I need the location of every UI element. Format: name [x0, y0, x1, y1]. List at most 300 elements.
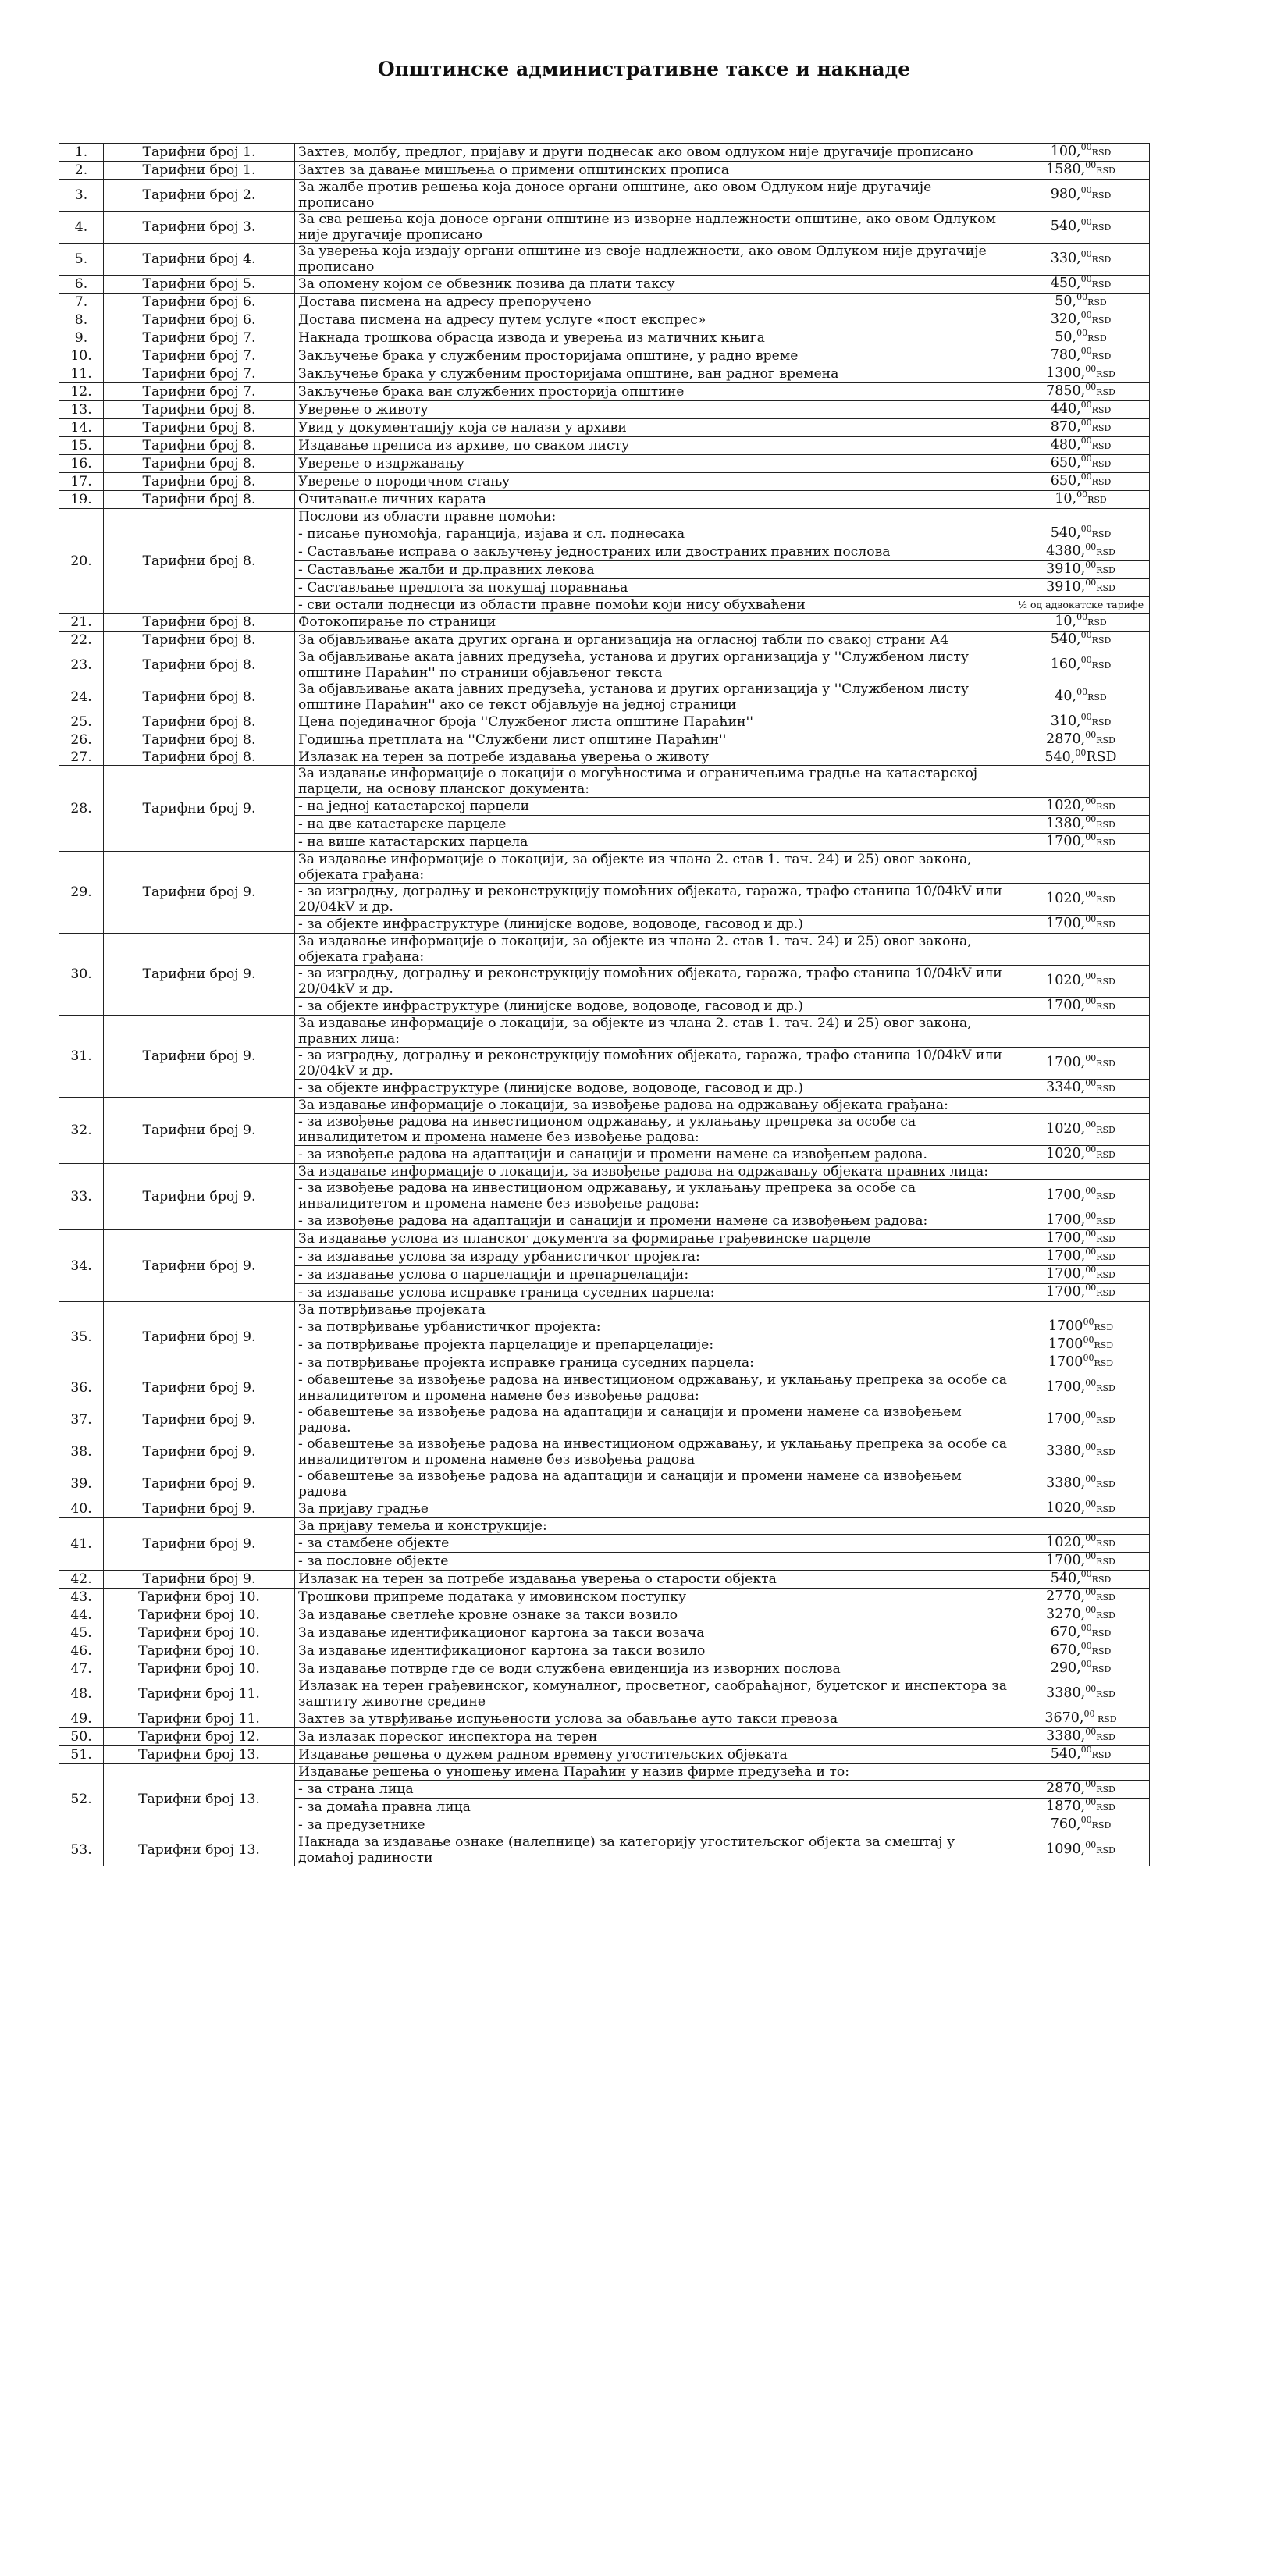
fee-description: - на две катастарске парцеле [295, 816, 1012, 834]
amount-value: 650, [1050, 473, 1081, 489]
row-number: 43. [59, 1589, 104, 1606]
amount-currency: RSD [1096, 387, 1115, 397]
fee-amount [1012, 816, 1150, 834]
row-number: 42. [59, 1571, 104, 1589]
fee-amount [1012, 1764, 1150, 1781]
table-row [59, 1436, 1150, 1468]
amount-value: 870, [1050, 419, 1081, 435]
fee-amount [1012, 998, 1150, 1016]
amount-decimals: 00 [1080, 185, 1092, 196]
amount-currency: RSD [1096, 1784, 1115, 1795]
amount-currency: RSD [1096, 1415, 1115, 1425]
tariff-number: Тарифни број 3. [104, 212, 295, 244]
amount-decimals: 00 [1085, 1265, 1097, 1276]
fee-description: Очитавање личних карата [295, 491, 1012, 509]
fee-amount [1012, 1535, 1150, 1553]
fee-amount [1012, 1606, 1150, 1624]
tariff-number: Тарифни број 9. [104, 1500, 295, 1518]
amount-value: 50, [1055, 294, 1077, 309]
row-number: 4. [59, 212, 104, 244]
amount-decimals: 00 [1085, 1212, 1097, 1222]
amount-value: 3380, [1046, 1685, 1086, 1701]
table-row [59, 1642, 1150, 1660]
amount-decimals: 00 [1085, 1727, 1097, 1738]
fee-table [59, 143, 1150, 1866]
amount-value: 1380, [1046, 816, 1086, 831]
row-number: 53. [59, 1834, 104, 1866]
tariff-number: Тарифни број 10. [104, 1606, 295, 1624]
fee-amount [1012, 383, 1150, 401]
row-number: 51. [59, 1746, 104, 1764]
tariff-number: Тарифни број 9. [104, 1404, 295, 1436]
fee-description: - за објекте инфраструктуре (линијске водове, водоводе, гасовод и др.) [295, 998, 1012, 1016]
fee-description: За опомену којом се обвезник позива да плати таксу [295, 276, 1012, 294]
fee-description: - обавештење за извођење радова на адаптацији и санацији и промени намене са извођењем радова. [295, 1404, 1012, 1436]
tariff-number: Тарифни број 8. [104, 749, 295, 766]
amount-decimals: 00 [1080, 1745, 1092, 1756]
fee-amount [1012, 1500, 1150, 1518]
amount-value: 1020, [1046, 891, 1086, 906]
amount-decimals: 00 [1075, 749, 1087, 759]
amount-value: 1020, [1046, 1146, 1086, 1162]
tariff-number: Тарифни број 8. [104, 731, 295, 749]
tariff-number: Тарифни број 7. [104, 347, 295, 365]
fee-amount [1012, 1404, 1150, 1436]
amount-currency: RSD [1091, 1664, 1112, 1674]
fee-description: За пријаву темеља и конструкције: [295, 1518, 1012, 1535]
amount-decimals: 00 [1080, 472, 1092, 482]
amount-decimals: 00 [1083, 1354, 1094, 1364]
row-number: 47. [59, 1660, 104, 1678]
fee-description: Увид у документацију која се налази у архиви [295, 419, 1012, 437]
amount-decimals: 00 [1076, 687, 1088, 698]
amount-decimals: 00 [1080, 1660, 1092, 1670]
table-row [59, 934, 1150, 966]
table-row [59, 1571, 1150, 1589]
fee-description: - за стамбене објекте [295, 1535, 1012, 1553]
fee-description: Уверење о издржавању [295, 455, 1012, 473]
row-number: 22. [59, 632, 104, 649]
amount-value: 1700, [1046, 1212, 1086, 1228]
fee-amount [1012, 1302, 1150, 1318]
amount-value: 330, [1050, 251, 1081, 266]
row-number: 27. [59, 749, 104, 766]
tariff-number: Тарифни број 8. [104, 437, 295, 455]
fee-amount [1012, 311, 1150, 329]
row-number: 39. [59, 1468, 104, 1500]
fee-description: - за страна лица [295, 1781, 1012, 1799]
tariff-number: Тарифни број 10. [104, 1589, 295, 1606]
fee-amount [1012, 1816, 1150, 1834]
amount-currency: RSD [1091, 351, 1112, 361]
amount-decimals: 00 [1083, 1710, 1095, 1720]
tariff-number: Тарифни број 8. [104, 473, 295, 491]
fee-description: Излазак на терен грађевинског, комуналног, просветног, саобраћајног, буџетског и инспектора за заштиту животне средине [295, 1678, 1012, 1710]
row-number: 49. [59, 1710, 104, 1728]
row-number: 45. [59, 1624, 104, 1642]
amount-decimals: 00 [1085, 1552, 1097, 1562]
tariff-number: Тарифни број 11. [104, 1710, 295, 1728]
amount-decimals: 00 [1085, 997, 1097, 1007]
amount-currency: RSD [1087, 297, 1107, 308]
amount-decimals: 00 [1080, 436, 1092, 447]
table-row [59, 383, 1150, 401]
fee-description: За издавање информације о локацији о могућностима и ограничењима градње на катастарској парцели, на основу планског документа: [295, 766, 1012, 798]
fee-description: За жалбе против решења која доносе органи општине, ако овом Одлуком није другачије прописано [295, 180, 1012, 212]
fee-description: Захтев за утврђивање испуњености услова за обављање ауто такси превоза [295, 1710, 1012, 1728]
amount-decimals: 00 [1085, 1119, 1097, 1130]
amount-decimals: 00 [1085, 1229, 1097, 1240]
amount-decimals: 00 [1085, 1053, 1097, 1064]
tariff-number: Тарифни број 10. [104, 1642, 295, 1660]
amount-value: 310, [1050, 713, 1081, 729]
fee-amount [1012, 1553, 1150, 1571]
amount-decimals: 00 [1085, 161, 1097, 171]
fee-amount [1012, 347, 1150, 365]
fee-description: Послови из области правне помоћи: [295, 509, 1012, 525]
tariff-number: Тарифни број 9. [104, 1468, 295, 1500]
amount-currency: RSD [1087, 617, 1107, 628]
tariff-number: Тарифни број 7. [104, 365, 295, 383]
amount-value: 3270, [1046, 1606, 1086, 1622]
fee-description: За објављивање аката јавних предузећа, установа и других организација у ''Службеном листу општине Параћин'' по страници објављеног текста [295, 649, 1012, 681]
amount-decimals: 00 [1085, 833, 1097, 843]
amount-decimals: 00 [1080, 655, 1092, 666]
fee-description: За издавање услова из планског документа за формирање грађевинске парцеле [295, 1230, 1012, 1248]
amount-decimals: 00 [1080, 1624, 1092, 1634]
row-number: 5. [59, 244, 104, 276]
fee-description: За издавање идентификационог картона за такси возача [295, 1624, 1012, 1642]
amount-currency: RSD [1094, 1358, 1114, 1368]
tariff-number: Тарифни број 9. [104, 1436, 295, 1468]
amount-decimals: 00 [1085, 365, 1097, 375]
fee-description: Издавање решења о уношењу имена Параћин у назив фирме предузећа и то: [295, 1764, 1012, 1781]
row-number: 17. [59, 473, 104, 491]
tariff-number: Тарифни број 12. [104, 1728, 295, 1746]
fee-description: За објављивање аката јавних предузећа, установа и других организација у ''Службеном листу општине Параћин'' ако се текст објављује на једној страници [295, 681, 1012, 713]
amount-value: 3380, [1046, 1728, 1086, 1744]
amount-currency: RSD [1096, 1504, 1115, 1514]
row-number: 26. [59, 731, 104, 749]
row-number: 25. [59, 713, 104, 731]
table-row [59, 766, 1150, 798]
fee-amount [1012, 1642, 1150, 1660]
amount-currency: RSD [1091, 441, 1112, 451]
table-row [59, 329, 1150, 347]
amount-value: 540, [1050, 1571, 1081, 1586]
fee-amount [1012, 1266, 1150, 1284]
amount-value: 1580, [1046, 162, 1086, 177]
fee-amount [1012, 144, 1150, 162]
amount-value: 1020, [1046, 1121, 1086, 1137]
fee-amount [1012, 1146, 1150, 1164]
amount-currency: RSD [1096, 1610, 1115, 1621]
fee-description: - за издавање услова о парцелацији и препарцелацији: [295, 1266, 1012, 1284]
amount-decimals: 00 [1085, 543, 1097, 553]
fee-amount [1012, 934, 1150, 966]
tariff-number: Тарифни број 8. [104, 491, 295, 509]
fee-amount [1012, 681, 1150, 713]
amount-currency: RSD [1096, 1557, 1115, 1567]
fee-description: - за изградњу, доградњу и реконструкцију помоћних објеката, гаража, трафо станица 10/04kV или 20/04kV и др. [295, 884, 1012, 916]
fee-amount [1012, 798, 1150, 816]
amount-currency: RSD [1091, 477, 1112, 487]
amount-value: 2770, [1046, 1589, 1086, 1604]
fee-amount [1012, 509, 1150, 525]
amount-value: 7850, [1046, 383, 1086, 399]
tariff-number: Тарифни број 13. [104, 1764, 295, 1834]
amount-decimals: 00 [1083, 1336, 1094, 1346]
tariff-number: Тарифни број 8. [104, 632, 295, 649]
amount-decimals: 00 [1080, 400, 1092, 411]
amount-value: 1020, [1046, 973, 1086, 988]
fee-amount [1012, 1781, 1150, 1799]
row-number: 16. [59, 455, 104, 473]
amount-decimals: 00 [1080, 631, 1092, 641]
amount-value: 3670, [1044, 1710, 1084, 1726]
fee-amount [1012, 1180, 1150, 1212]
fee-amount [1012, 852, 1150, 884]
fee-description: За издавање информације о локацији, за извођење радова на одржавању објеката грађана: [295, 1098, 1012, 1114]
amount-currency: RSD [1096, 977, 1115, 987]
amount-value: 540, [1050, 632, 1081, 647]
amount-decimals: 00 [1085, 1798, 1097, 1808]
table-row [59, 731, 1150, 749]
tariff-number: Тарифни број 6. [104, 311, 295, 329]
row-number: 52. [59, 1764, 104, 1834]
amount-decimals: 00 [1085, 1378, 1097, 1389]
fee-amount [1012, 1660, 1150, 1678]
amount-currency: RSD [1091, 1646, 1112, 1656]
fee-amount [1012, 597, 1150, 614]
fee-description: Фотокопирање по страници [295, 614, 1012, 632]
tariff-number: Тарифни број 4. [104, 244, 295, 276]
amount-value: 670, [1050, 1624, 1081, 1640]
fee-amount [1012, 649, 1150, 681]
amount-currency: RSD [1096, 1479, 1115, 1489]
table-row [59, 144, 1150, 162]
fee-description: Уверење о породичном стању [295, 473, 1012, 491]
amount-currency: RSD [1096, 1383, 1115, 1393]
tariff-number: Тарифни број 1. [104, 162, 295, 180]
amount-decimals: 00 [1080, 347, 1092, 357]
amount-currency: RSD [1096, 565, 1115, 575]
amount-value: 480, [1050, 437, 1081, 453]
amount-value: 50, [1055, 329, 1077, 345]
table-row [59, 1678, 1150, 1710]
fee-description: Издавање преписа из архиве, по сваком листу [295, 437, 1012, 455]
row-number: 44. [59, 1606, 104, 1624]
amount-value: 2870, [1046, 1781, 1086, 1796]
row-number: 9. [59, 329, 104, 347]
tariff-number: Тарифни број 8. [104, 681, 295, 713]
tariff-number: Тарифни број 9. [104, 1098, 295, 1164]
fee-description: Излазак на терен за потребе издавања уверења о животу [295, 749, 1012, 766]
row-number: 21. [59, 614, 104, 632]
table-row [59, 365, 1150, 383]
table-row [59, 681, 1150, 713]
amount-decimals: 00 [1080, 275, 1092, 285]
table-row [59, 1589, 1150, 1606]
amount-currency: RSD [1087, 495, 1107, 505]
amount-decimals: 00 [1085, 1145, 1097, 1155]
fee-description: - Састављање жалби и др.правних лекова [295, 561, 1012, 579]
fee-description: За издавање информације о локацији, за објекте из члана 2. став 1. тач. 24) и 25) овог закона, објеката грађана: [295, 934, 1012, 966]
amount-currency: RSD [1096, 1539, 1115, 1549]
table-row [59, 455, 1150, 473]
fee-description: За потврђивање пројеката [295, 1302, 1012, 1318]
row-number: 10. [59, 347, 104, 365]
row-number: 11. [59, 365, 104, 383]
fee-amount [1012, 614, 1150, 632]
tariff-number: Тарифни број 9. [104, 1164, 295, 1230]
amount-value: 40, [1055, 688, 1077, 704]
fee-amount [1012, 834, 1150, 852]
table-row [59, 180, 1150, 212]
amount-value: 320, [1050, 311, 1081, 327]
amount-value: ½ од адвокатске тарифе [1017, 599, 1144, 610]
amount-value: 100, [1050, 144, 1081, 159]
row-number: 3. [59, 180, 104, 212]
fee-description: - за потврђивање пројекта исправке граница суседних парцела: [295, 1354, 1012, 1372]
fee-amount [1012, 212, 1150, 244]
fee-description: Достава писмена на адресу путем услуге «пост експрес» [295, 311, 1012, 329]
table-row [59, 1624, 1150, 1642]
fee-description: - сви остали поднесци из области правне помоћи који нису обухваћени [295, 597, 1012, 614]
amount-decimals: 00 [1085, 1079, 1097, 1089]
fee-description: За издавање информације о локацији, за извођење радова на одржавању објеката правних лица: [295, 1164, 1012, 1180]
row-number: 24. [59, 681, 104, 713]
amount-decimals: 00 [1085, 382, 1097, 393]
amount-value: 290, [1050, 1660, 1081, 1676]
fee-description: Закључење брака у службеним просторијама општине, ван радног времена [295, 365, 1012, 383]
amount-value: 1700 [1048, 1318, 1083, 1334]
amount-value: 1020, [1046, 798, 1086, 813]
table-row [59, 1746, 1150, 1764]
fee-description: - Састављање предлога за покушај поравнања [295, 579, 1012, 597]
amount-value: 1700, [1046, 1411, 1086, 1427]
amount-currency: RSD [1096, 735, 1115, 745]
fee-amount [1012, 1710, 1150, 1728]
fee-amount [1012, 1248, 1150, 1266]
amount-decimals: 00 [1085, 1588, 1097, 1598]
table-row [59, 852, 1150, 884]
row-number: 14. [59, 419, 104, 437]
amount-currency: RSD [1096, 838, 1115, 848]
fee-amount [1012, 1589, 1150, 1606]
amount-decimals: 00 [1085, 578, 1097, 589]
amount-value: 1300, [1046, 365, 1086, 381]
amount-decimals: 00 [1085, 1410, 1097, 1421]
fee-amount [1012, 1728, 1150, 1746]
table-row [59, 1728, 1150, 1746]
fee-amount [1012, 1164, 1150, 1180]
row-number: 7. [59, 294, 104, 311]
tariff-number: Тарифни број 9. [104, 852, 295, 934]
tariff-number: Тарифни број 10. [104, 1660, 295, 1678]
fee-amount [1012, 766, 1150, 798]
fee-amount [1012, 1080, 1150, 1098]
table-row [59, 419, 1150, 437]
amount-decimals: 00 [1085, 1840, 1097, 1851]
tariff-number: Тарифни број 7. [104, 383, 295, 401]
fee-amount [1012, 1624, 1150, 1642]
amount-currency: RSD [1096, 1059, 1115, 1069]
fee-description: Закључење брака у службеним просторијама општине, у радно време [295, 347, 1012, 365]
amount-value: 540, [1050, 219, 1081, 234]
amount-currency: RSD [1096, 895, 1115, 905]
fee-amount [1012, 561, 1150, 579]
row-number: 13. [59, 401, 104, 419]
amount-currency: RSD [1091, 660, 1112, 671]
fee-description: Накнада трошкова обрасца извода и уверења из матичних књига [295, 329, 1012, 347]
fee-description: - за пословне објекте [295, 1553, 1012, 1571]
tariff-number: Тарифни број 1. [104, 144, 295, 162]
amount-currency: RSD [1096, 1002, 1115, 1012]
fee-description: За издавање светлеће кровне ознаке за такси возило [295, 1606, 1012, 1624]
amount-value: 1870, [1046, 1799, 1086, 1814]
table-row [59, 713, 1150, 731]
fee-amount [1012, 1098, 1150, 1114]
table-row [59, 1834, 1150, 1866]
amount-decimals: 00 [1085, 1474, 1097, 1485]
amount-value: 450, [1050, 276, 1081, 291]
amount-currency: RSD [1096, 1288, 1115, 1298]
fee-amount [1012, 1212, 1150, 1230]
fee-amount [1012, 632, 1150, 649]
amount-decimals: 00 [1076, 490, 1088, 500]
table-row [59, 401, 1150, 419]
fee-amount [1012, 329, 1150, 347]
amount-value: 440, [1050, 401, 1081, 417]
fee-amount [1012, 1318, 1150, 1336]
table-row [59, 1518, 1150, 1535]
fee-amount [1012, 1678, 1150, 1710]
amount-decimals: 00 [1085, 915, 1097, 925]
amount-currency: RSD [1091, 254, 1112, 265]
fee-description: Захтев, молбу, предлог, пријаву и други поднесак ако овом одлуком није другачије прописано [295, 144, 1012, 162]
fee-description: Излазак на терен за потребе издавања уверења о старости објекта [295, 1571, 1012, 1589]
fee-description: - за објекте инфраструктуре (линијске водове, водоводе, гасовод и др.) [295, 1080, 1012, 1098]
table-row [59, 1710, 1150, 1728]
amount-currency: RSD [1096, 583, 1115, 593]
tariff-number: Тарифни број 13. [104, 1746, 295, 1764]
fee-description: - за извођење радова на инвестиционом одржавању, и уклањању препрека за особе са инвалидитетом и промена намене без извођење радова: [295, 1114, 1012, 1146]
table-row [59, 1500, 1150, 1518]
fee-amount [1012, 1746, 1150, 1764]
amount-value: 1700 [1048, 1354, 1083, 1370]
fee-amount [1012, 1518, 1150, 1535]
amount-value: 540, [1050, 525, 1081, 541]
amount-currency: RSD [1096, 920, 1115, 930]
amount-decimals: 00 [1080, 249, 1092, 260]
table-row [59, 294, 1150, 311]
amount-currency: RSD [1087, 692, 1107, 703]
tariff-number: Тарифни број 8. [104, 614, 295, 632]
row-number: 40. [59, 1500, 104, 1518]
row-number: 35. [59, 1302, 104, 1372]
fee-amount [1012, 749, 1150, 766]
table-row [59, 311, 1150, 329]
amount-value: 650, [1050, 455, 1081, 471]
amount-currency: RSD [1096, 547, 1115, 557]
amount-decimals: 00 [1080, 311, 1092, 321]
fee-amount [1012, 966, 1150, 998]
fee-description: Цена појединачног броја ''Службеног листа општине Параћин'' [295, 713, 1012, 731]
amount-currency: RSD [1091, 279, 1112, 290]
table-row [59, 347, 1150, 365]
amount-decimals: 00 [1085, 1500, 1097, 1510]
